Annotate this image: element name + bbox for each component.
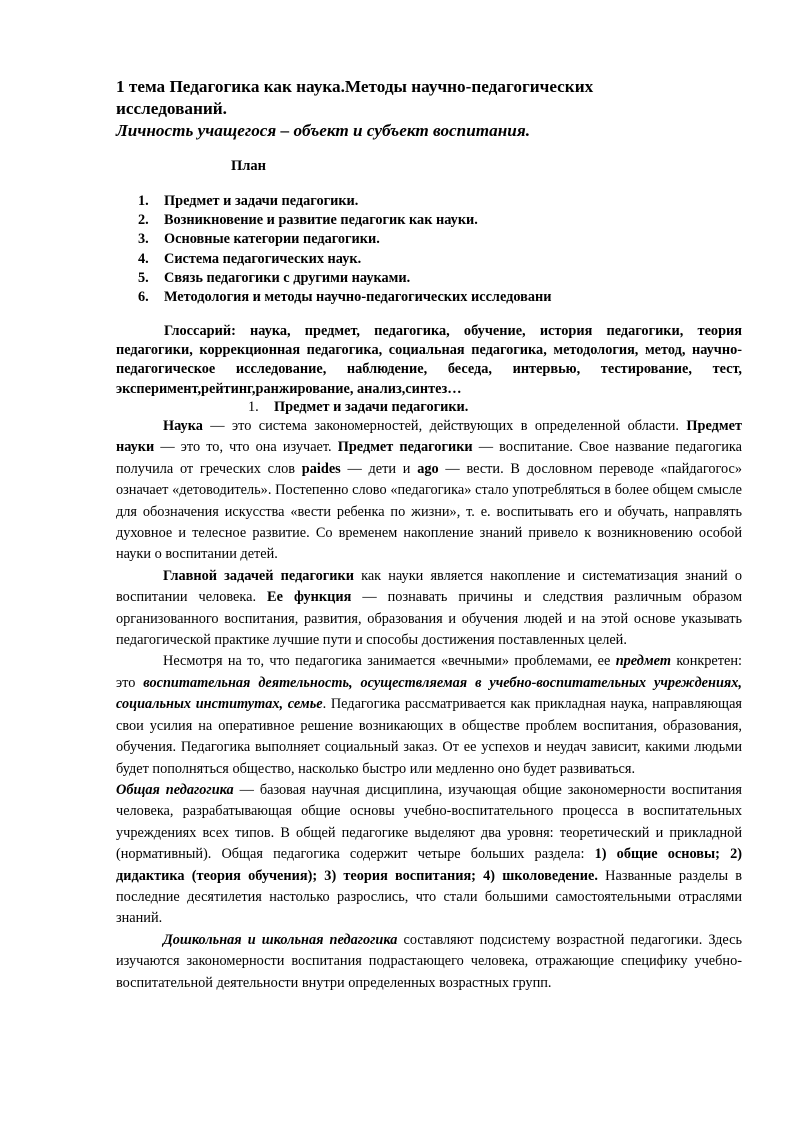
document-title xyxy=(116,76,736,142)
body-text xyxy=(116,416,742,994)
term-ago: ago xyxy=(417,460,439,477)
paragraph-preschool: Дошкольная и школьная педагогика составляют подсистему возрастной педагогики. Здесь изучаются закономерности воспитания подрастающего человека, отражающие специфику учебно-воспитательной деятельности внутри определенных возрастных групп. xyxy=(116,931,743,991)
plan-item-text: Связь педагогики с другими науками. xyxy=(164,269,411,286)
plan-item xyxy=(134,192,694,211)
plan-heading: План xyxy=(231,158,267,174)
plan-item-number: 2. xyxy=(138,212,149,229)
plan-item-number: 6. xyxy=(138,289,149,306)
term-main-task: Главной задачей педагогики xyxy=(163,567,354,584)
plan-item-text: Предмет и задачи педагогики. xyxy=(164,193,359,209)
plan-item xyxy=(134,288,694,307)
plan-item-number: 3. xyxy=(138,231,149,248)
term-function: Ее функция xyxy=(267,589,352,606)
plan-item xyxy=(134,230,694,249)
plan-item-text: Система педагогических наук. xyxy=(164,250,362,267)
title-line-3: Личность учащегося – объект и субъект воспитания. xyxy=(116,121,531,140)
plan-item-number: 1. xyxy=(138,193,149,209)
section-number: 1. xyxy=(248,399,259,415)
plan-item-text: Основные категории педагогики. xyxy=(164,231,380,248)
plan-list xyxy=(134,192,694,307)
plan-item-number: 5. xyxy=(138,269,149,286)
plan-item xyxy=(134,269,694,288)
title-line-2: исследований. xyxy=(116,99,227,118)
section-heading xyxy=(248,398,468,417)
plan-item-text: Методология и методы научно-педагогических исследовани xyxy=(164,289,552,306)
term-subject: предмет xyxy=(615,653,671,670)
term-science: Наука xyxy=(163,418,203,434)
term-sections: 1) общие основы; 2) дидактика (теория обучения); 3) теория воспитания; 4) школоведение. xyxy=(116,846,742,884)
plan-item-text: Возникновение и развитие педагогик как науки. xyxy=(164,212,478,229)
paragraph-subject: Несмотря на то, что педагогика занимается «вечными» проблемами, ее предмет конкретен: это воспитательная деятельность, осуществляемая в учебно-воспитательных учреждениях, социальных институтах, семье. Педагогика рассматривается как прикладная наука, направляющая свои усилия на оперативное решение возникающих в обществе проблем воспитания, образования, обучения. Педагогика выполняет социальный заказ. От ее успехов и неудач зависит, какими людьми будет пополняться общество, насколько быстро или медленно оно будет развиваться. xyxy=(116,653,743,777)
paragraph-main-task: Главной задачей педагогики как науки является накопление и систематизация знаний о воспитании человека. Ее функция — познавать причины и следствия различным образом организованного воспитания, развития, образования и обучения людей и на этой основе указывать педагогической практике лучшие пути и способы достижения поставленных целей. xyxy=(116,567,743,649)
term-subject-of-science: Предмет науки xyxy=(116,418,742,456)
glossary-paragraph: Глоссарий: наука, предмет, педагогика, обучение, история педагогики, теория педагогики, коррекционная педагогика, социальная педагогика, методология, метод, научно-педагогическое исследование, наблюдение, беседа, интервью, тестирование, тест, эксперимент,рейтинг,ранжирование, анализ,синтез… xyxy=(116,323,742,397)
paragraph-science: Наука — это система закономерностей, действующих в определенной области. Предмет науки — это то, что она изучает. Предмет педагогики — воспитание. Свое название педагогика получила от греческих слов paides — дети и ago — вести. В дословном переводе «пайдагогос» означает «детоводитель». Постепенно слово «педагогика» стало употребляться в более общем смысле для обозначения искусства «вести ребенка по жизни», т. е. воспитывать его и обучать, направлять духовное и телесное развитие. Со временем накопление знаний привело к возникновению особой науки о воспитании детей. xyxy=(116,418,743,563)
title-line-1: 1 тема Педагогика как наука.Методы научно-педагогических xyxy=(116,77,594,96)
plan-item xyxy=(134,250,694,269)
term-subject-of-pedagogy: Предмет педагогики xyxy=(337,439,473,456)
plan-item-number: 4. xyxy=(138,250,149,267)
term-preschool-pedagogy: Дошкольная и школьная педагогика xyxy=(163,931,398,948)
term-educational-activity: воспитательная деятельность, осуществляемая в учебно-воспитательных учреждениях, социальных институтах, семье xyxy=(116,674,743,713)
section-title: Предмет и задачи педагогики. xyxy=(274,399,469,415)
plan-item xyxy=(134,211,694,230)
term-general-pedagogy: Общая педагогика xyxy=(116,781,234,798)
term-paides: paides xyxy=(301,460,341,477)
paragraph-general-pedagogy: Общая педагогика — базовая научная дисциплина, изучающая общие закономерности воспитания человека, разрабатывающая общие основы учебно-воспитательного процесса в воспитательных учреждениях всех типов. В общей педагогике выделяют два уровня: теоретический и прикладной (нормативный). Общая педагогика содержит четыре больших раздела: 1) общие основы; 2) дидактика (теория обучения); 3) теория воспитания; 4) школоведение. Названные разделы в последние десятилетия настолько разрослись, что стали большими самостоятельными отраслями знаний. xyxy=(116,781,742,927)
